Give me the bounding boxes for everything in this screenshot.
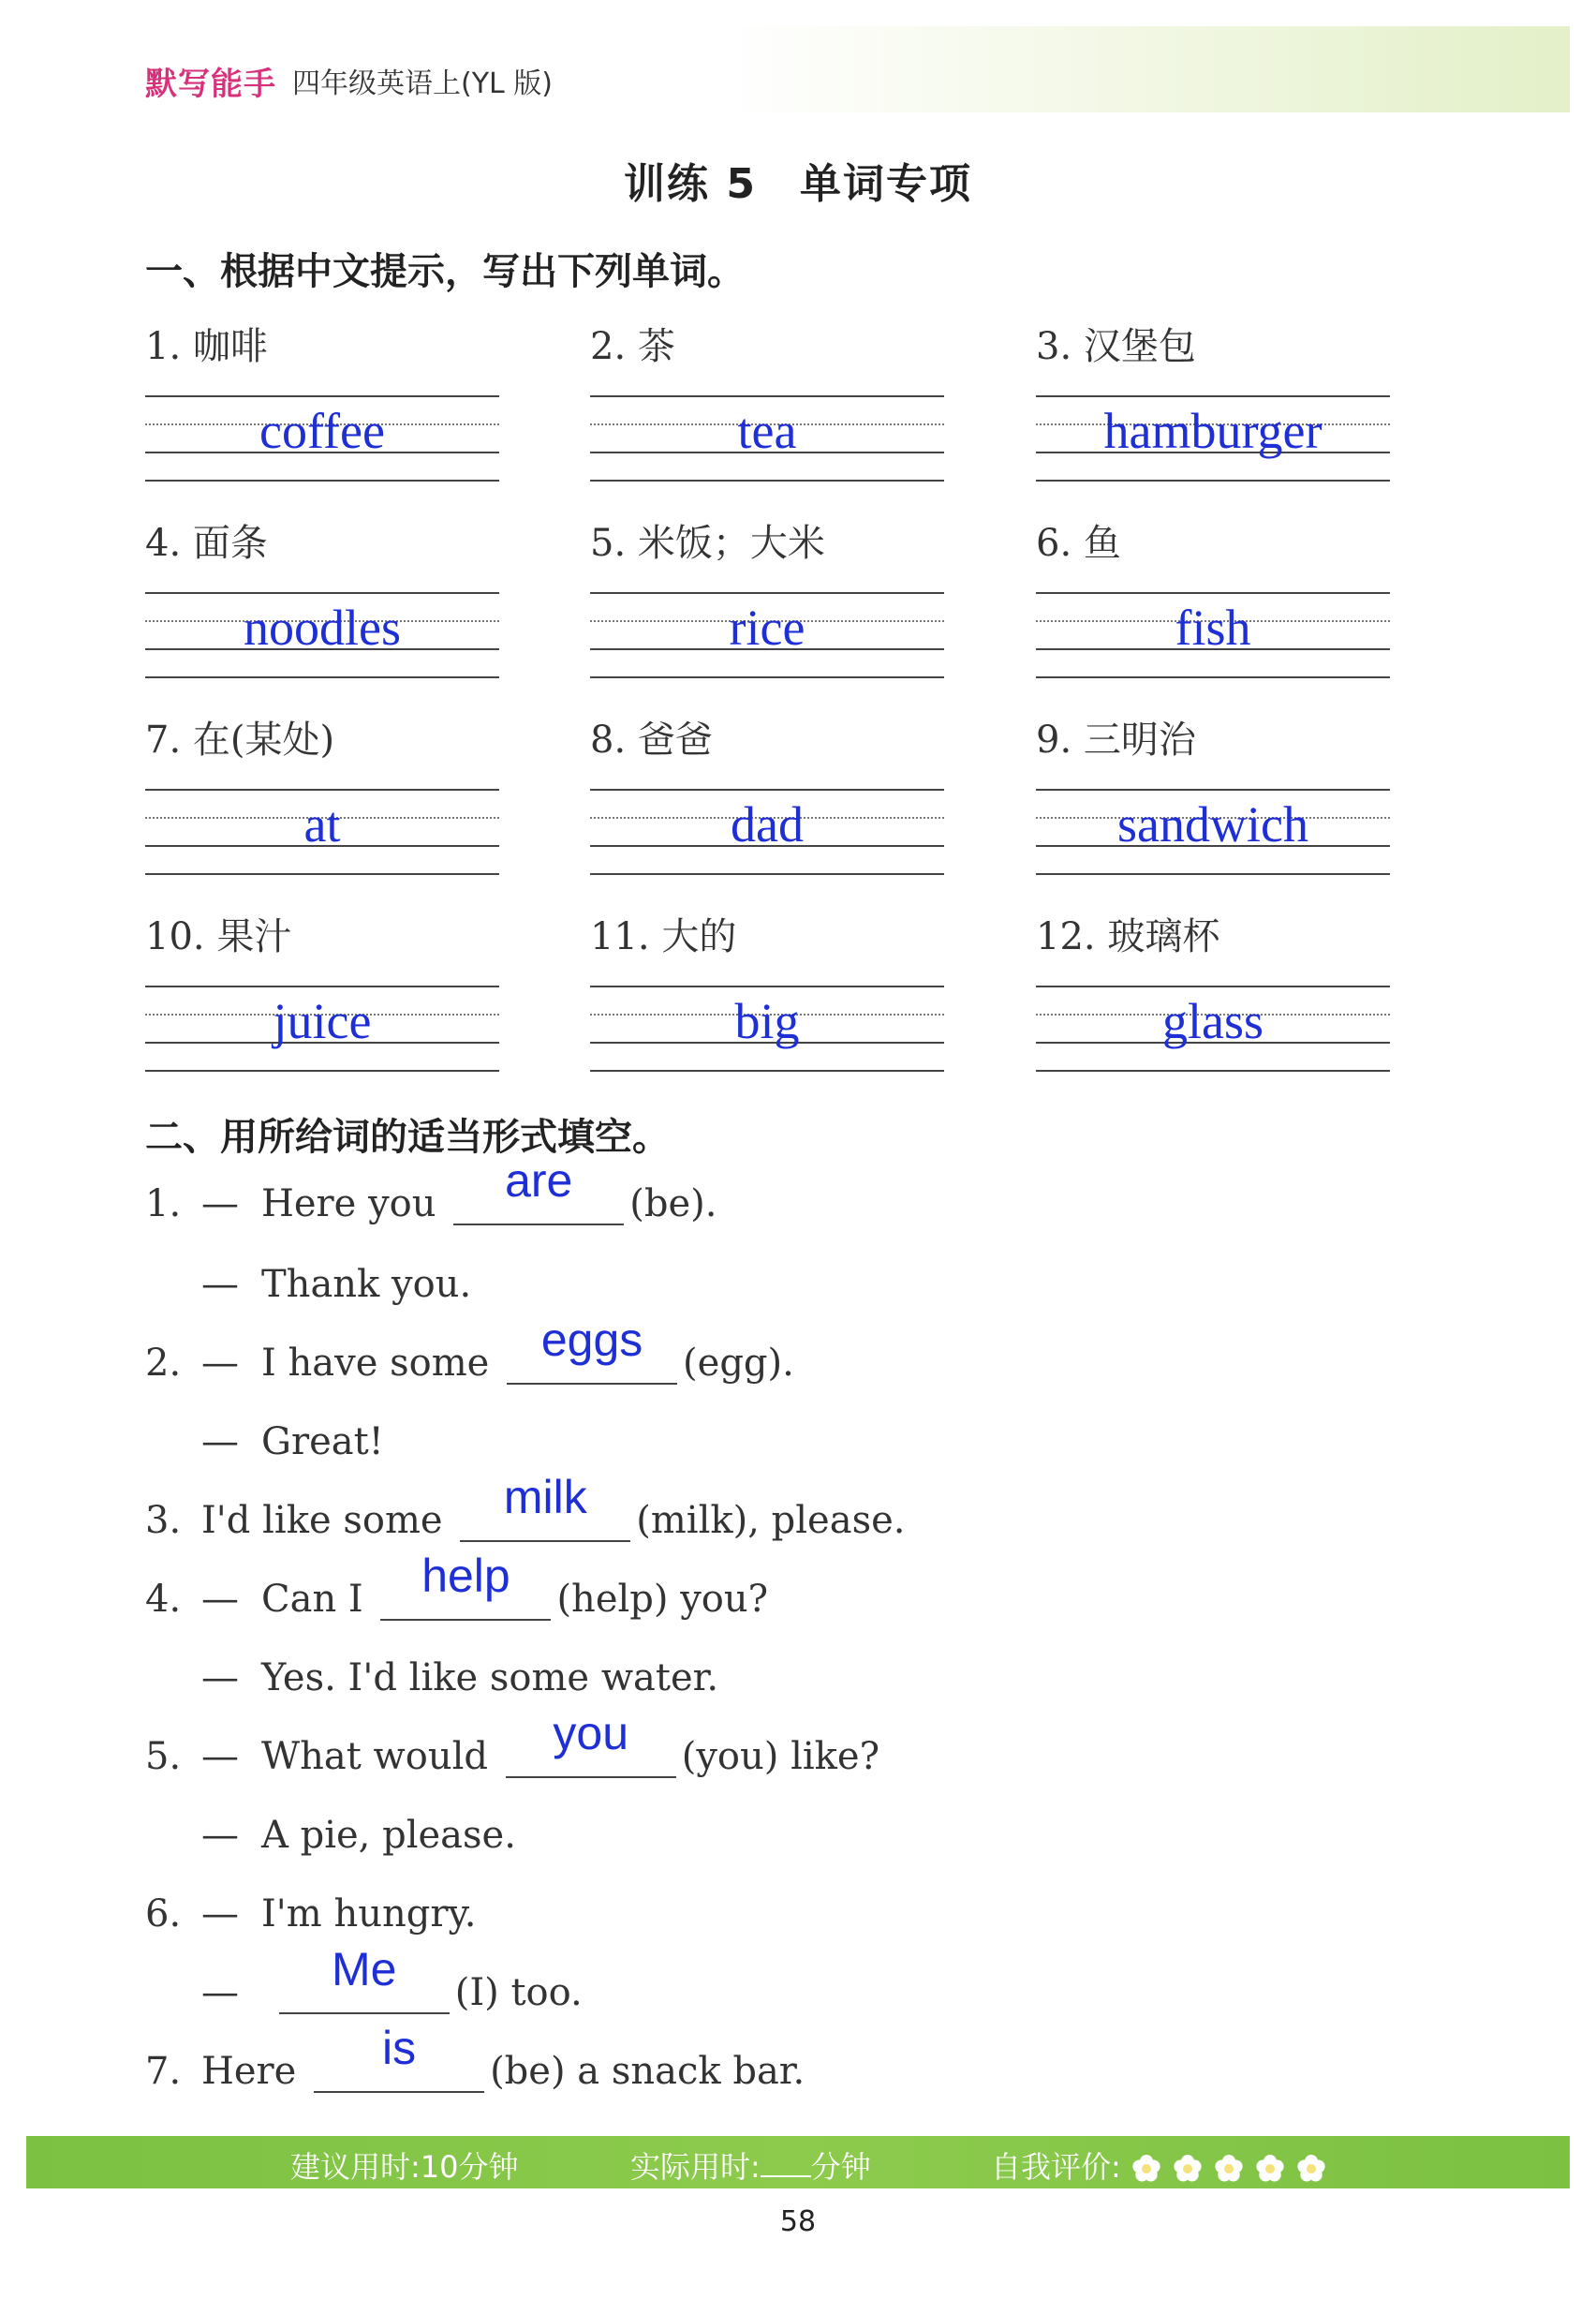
vocab-item [1036, 907, 1392, 1075]
vocab-prompt: 8. 爸爸 [590, 719, 713, 762]
vocab-item [145, 317, 501, 485]
flower-icon[interactable] [1130, 2153, 1162, 2185]
answer-blank[interactable]: are [453, 1182, 624, 1225]
vocab-answer[interactable]: big [734, 993, 800, 1049]
vocab-item [1036, 513, 1392, 682]
vocab-item [1036, 710, 1392, 879]
writing-line [1036, 1070, 1390, 1072]
writing-line [590, 676, 944, 678]
writing-line [1036, 395, 1390, 397]
writing-line [145, 592, 499, 594]
writing-line [145, 480, 499, 482]
vocab-item [145, 907, 501, 1075]
answer-blank[interactable]: help [380, 1578, 551, 1621]
vocab-prompt: 2. 茶 [590, 325, 675, 368]
suggested-time: 建议用时:10分钟 [290, 2149, 519, 2185]
footer-band [26, 2136, 1570, 2188]
writing-line [590, 1070, 944, 1072]
vocab-answer[interactable]: fish [1175, 600, 1251, 656]
writing-line [1036, 592, 1390, 594]
vocab-answer[interactable]: glass [1162, 993, 1264, 1049]
vocab-item [590, 317, 946, 485]
vocab-prompt: 4. 面条 [145, 522, 268, 565]
vocab-item [590, 710, 946, 879]
writing-line [1036, 873, 1390, 875]
writing-line [590, 395, 944, 397]
writing-line [145, 986, 499, 987]
answer-blank[interactable]: eggs [507, 1342, 677, 1385]
vocab-answer[interactable]: noodles [244, 600, 401, 656]
vocab-item [1036, 317, 1392, 485]
flower-icon[interactable] [1295, 2153, 1327, 2185]
question-5: 5. — What would you (you) like? [145, 1707, 880, 1778]
flower-icon[interactable] [1213, 2153, 1245, 2185]
vocab-answer[interactable]: hamburger [1103, 403, 1323, 459]
question-1-reply: — Thank you. [201, 1263, 472, 1306]
vocab-prompt: 10. 果汁 [145, 915, 292, 958]
question-4-reply: — Yes. I'd like some water. [201, 1656, 719, 1699]
vocab-prompt: 3. 汉堡包 [1036, 325, 1196, 368]
page-number: 58 [779, 2205, 817, 2238]
writing-line [1036, 480, 1390, 482]
vocab-answer[interactable]: coffee [259, 403, 385, 459]
writing-line [145, 873, 499, 875]
writing-line [590, 480, 944, 482]
writing-line [590, 873, 944, 875]
vocab-answer[interactable]: tea [737, 403, 797, 459]
writing-line [145, 789, 499, 791]
vocab-item [590, 907, 946, 1075]
answer-blank[interactable]: is [314, 2050, 484, 2093]
writing-line [590, 986, 944, 987]
brand-logo-text: 默写能手 [145, 66, 276, 103]
question-1: 1. — Here you are (be). [145, 1154, 717, 1225]
vocab-answer[interactable]: rice [729, 600, 805, 656]
flower-icon[interactable] [1254, 2153, 1286, 2185]
vocab-answer[interactable]: at [303, 796, 341, 853]
vocab-item [145, 513, 501, 682]
question-2-reply: — Great! [201, 1420, 384, 1463]
actual-time-blank[interactable] [761, 2151, 811, 2177]
vocab-prompt: 5. 米饭；大米 [590, 522, 825, 565]
vocab-item [590, 513, 946, 682]
writing-line [145, 676, 499, 678]
question-2: 2. — I have some eggs (egg). [145, 1313, 794, 1385]
answer-blank[interactable]: you [506, 1735, 676, 1778]
question-3: 3. I'd like some milk (milk), please. [145, 1471, 906, 1542]
vocab-prompt: 12. 玻璃杯 [1036, 915, 1220, 958]
answer-blank[interactable]: milk [460, 1499, 630, 1542]
answer-blank[interactable]: Me [279, 1971, 450, 2014]
question-4: 4. — Can I help (help) you? [145, 1550, 769, 1621]
book-title: 四年级英语上(YL 版) [292, 67, 553, 100]
writing-line [145, 395, 499, 397]
question-6-reply: — Me (I) too. [201, 1943, 583, 2014]
writing-line [590, 592, 944, 594]
writing-line [1036, 789, 1390, 791]
vocab-prompt: 1. 咖啡 [145, 325, 268, 368]
flower-icon[interactable] [1172, 2153, 1204, 2185]
writing-line [145, 1070, 499, 1072]
writing-line [590, 789, 944, 791]
vocab-prompt: 6. 鱼 [1036, 522, 1121, 565]
question-5-reply: — A pie, please. [201, 1814, 516, 1857]
rating-flowers[interactable] [1121, 2149, 1327, 2185]
vocab-answer[interactable]: juice [273, 993, 372, 1049]
writing-line [1036, 986, 1390, 987]
page-title: 训练 5 单词专项 [624, 160, 972, 208]
section-1-title: 一、根据中文提示，写出下列单词。 [145, 250, 745, 293]
actual-time: 实际用时: 分钟 [630, 2149, 871, 2185]
writing-line [1036, 676, 1390, 678]
vocab-item [145, 710, 501, 879]
vocab-answer[interactable]: dad [731, 796, 804, 853]
question-7: 7. Here is (be) a snack bar. [145, 2022, 805, 2093]
question-6: 6. — I'm hungry. [145, 1892, 477, 1936]
vocab-prompt: 11. 大的 [590, 915, 737, 958]
self-evaluation: 自我评价: [991, 2143, 1327, 2187]
vocab-prompt: 7. 在(某处) [145, 719, 335, 762]
vocab-answer[interactable]: sandwich [1117, 796, 1308, 853]
section-2-title: 二、用所给词的适当形式填空。 [145, 1116, 670, 1159]
vocab-prompt: 9. 三明治 [1036, 719, 1196, 762]
